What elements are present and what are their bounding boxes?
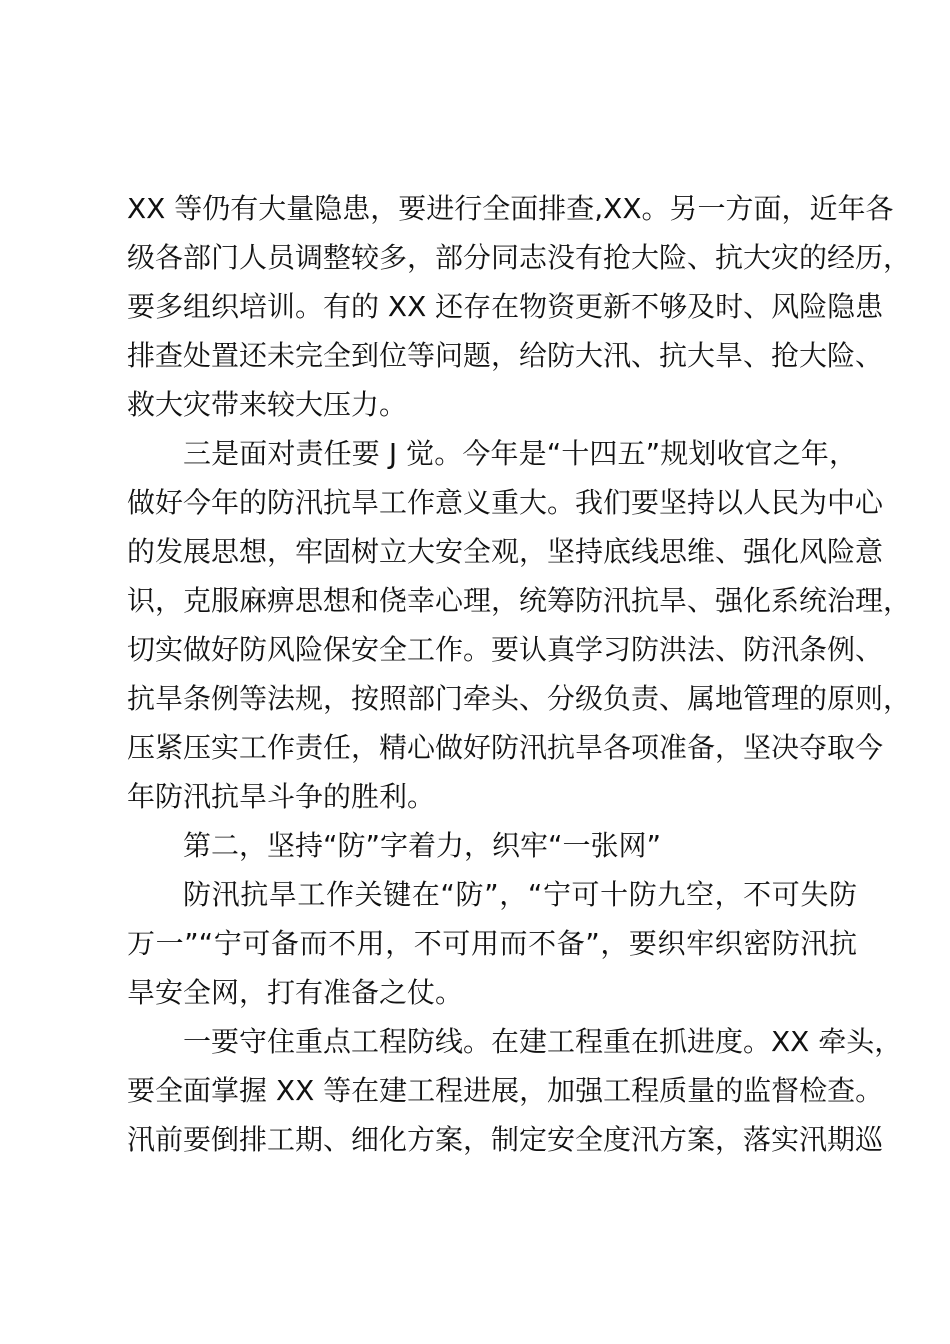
heading-line: 第二，坚持“防”字着力，织牢“一张网” — [183, 829, 662, 862]
text-line: 做好今年的防汛抗旱工作意义重大。我们要坚持以人民为中心 — [127, 486, 884, 519]
paragraph — [127, 184, 912, 429]
text-line: 要全面掌握 XX 等在建工程进展，加强工程质量的监督检查。 — [127, 1074, 884, 1107]
text-line: 汛前要倒排工期、细化方案，制定安全度汛方案，落实汛期巡 — [127, 1123, 884, 1156]
text-line: 识，克服麻痹思想和侥幸心理，统筹防汛抗旱、强化系统治理， — [127, 584, 912, 617]
text-line: 压紧压实工作责任，精心做好防汛抗旱各项准备，坚决夺取今 — [127, 731, 884, 764]
text-line: 要多组织培训。有的 XX 还存在物资更新不够及时、风险隐患 — [127, 290, 884, 323]
paragraph — [127, 870, 857, 1017]
paragraph — [127, 1017, 903, 1164]
paragraph — [127, 429, 912, 821]
text-line: 三是面对责任要 J 觉。今年是“十四五”规划收官之年， — [183, 437, 857, 470]
section-heading — [127, 821, 857, 870]
text-line: 抗旱条例等法规，按照部门牵头、分级负责、属地管理的原则， — [127, 682, 912, 715]
text-line: 万一”“宁可备而不用，不可用而不备”，要织牢织密防汛抗 — [127, 927, 857, 960]
text-line: 年防汛抗旱斗争的胜利。 — [127, 780, 436, 813]
text-line: 一要守住重点工程防线。在建工程重在抓进度。XX 牵头， — [183, 1025, 903, 1058]
text-line: 的发展思想，牢固树立大安全观，坚持底线思维、强化风险意 — [127, 535, 884, 568]
text-line: 级各部门人员调整较多，部分同志没有抢大险、抗大灾的经历， — [127, 241, 912, 274]
text-line: 切实做好防风险保安全工作。要认真学习防洪法、防汛条例、 — [127, 633, 884, 666]
text-line: 旱安全网，打有准备之仗。 — [127, 976, 464, 1009]
text-line: 排查处置还未完全到位等问题，给防大汛、抗大旱、抢大险、 — [127, 339, 884, 372]
text-line: 防汛抗旱工作关键在“防”，“宁可十防九空，不可失防 — [183, 878, 857, 911]
text-line: XX 等仍有大量隐患，要进行全面排查,XX。另一方面，近年各 — [127, 192, 894, 225]
document-body — [127, 184, 912, 1164]
text-line: 救大灾带来较大压力。 — [127, 388, 408, 421]
